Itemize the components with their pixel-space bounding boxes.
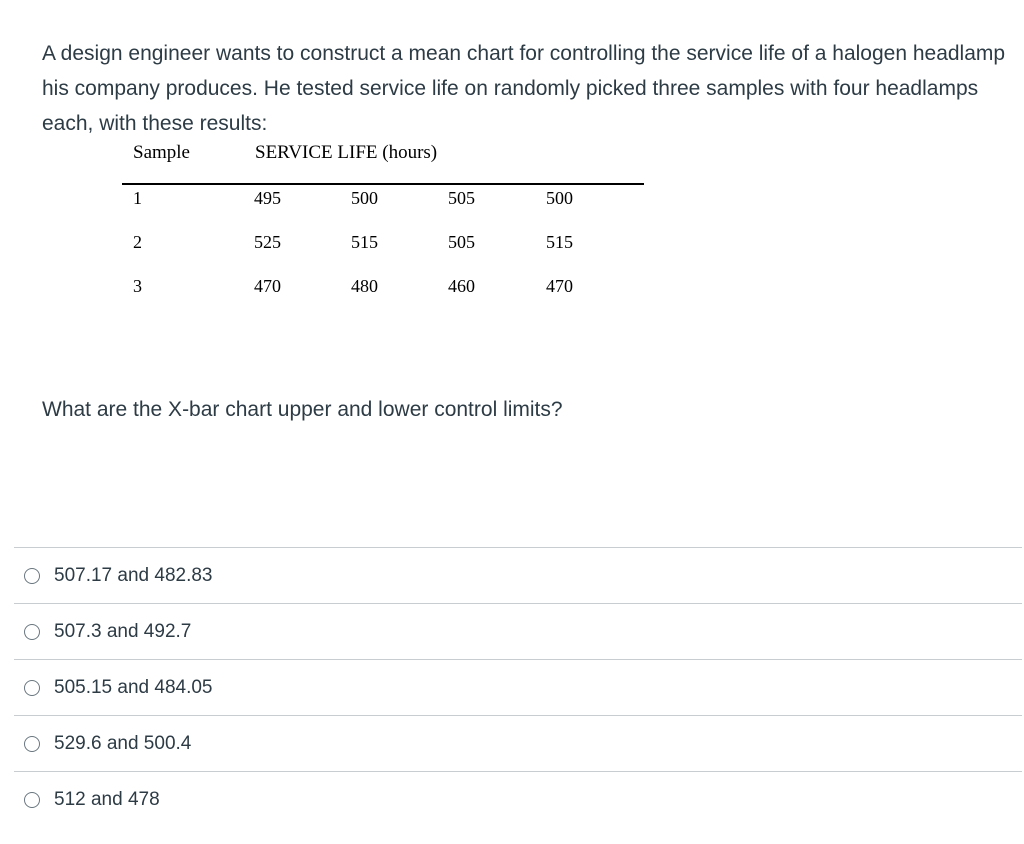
- answer-label[interactable]: 507.3 and 492.7: [54, 620, 192, 642]
- value-cell: 470: [254, 276, 281, 296]
- sample-cell: 3: [133, 276, 142, 296]
- table-header-service-life: SERVICE LIFE (hours): [255, 142, 438, 163]
- question-text: A design engineer wants to construct a mean chart for controlling the service life of a halogen headlamp his company produces. He tested service life on randomly picked three samples with four headlamps each, with these results:: [42, 42, 1006, 135]
- value-cell: 505: [448, 232, 475, 252]
- answer-label[interactable]: 507.17 and 482.83: [54, 564, 213, 586]
- answer-label[interactable]: 512 and 478: [54, 788, 160, 810]
- value-cell: 495: [254, 188, 281, 208]
- value-cell: 480: [351, 276, 378, 296]
- radio-button[interactable]: [24, 792, 40, 808]
- table-header-sample: Sample: [133, 142, 190, 163]
- answer-list: [14, 547, 1022, 827]
- radio-button[interactable]: [24, 680, 40, 696]
- radio-button[interactable]: [24, 624, 40, 640]
- answer-option-5[interactable]: [14, 771, 1022, 827]
- value-cell: 470: [546, 276, 573, 296]
- radio-button[interactable]: [24, 568, 40, 584]
- value-cell: 505: [448, 188, 475, 208]
- answer-label[interactable]: 529.6 and 500.4: [54, 732, 192, 754]
- value-cell: 525: [254, 232, 281, 252]
- question-prompt: What are the X-bar chart upper and lower control limits?: [42, 398, 563, 421]
- value-cell: 460: [448, 276, 475, 296]
- answer-label[interactable]: 505.15 and 484.05: [54, 676, 213, 698]
- answer-option-3[interactable]: [14, 659, 1022, 715]
- value-cell: 515: [351, 232, 378, 252]
- value-cell: 500: [546, 188, 573, 208]
- sample-cell: 1: [133, 188, 142, 208]
- value-cell: 515: [546, 232, 573, 252]
- table-divider: [122, 183, 644, 185]
- radio-button[interactable]: [24, 736, 40, 752]
- sample-cell: 2: [133, 232, 142, 252]
- answer-option-2[interactable]: [14, 603, 1022, 659]
- value-cell: 500: [351, 188, 378, 208]
- answer-option-1[interactable]: [14, 547, 1022, 603]
- answer-option-4[interactable]: [14, 715, 1022, 771]
